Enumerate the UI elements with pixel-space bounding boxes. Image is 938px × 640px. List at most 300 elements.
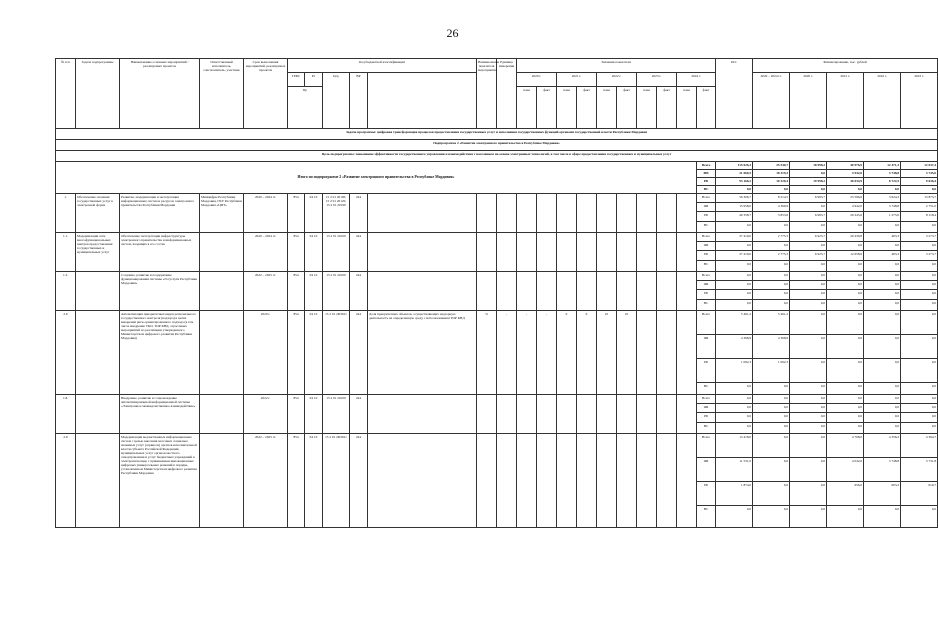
row-indicator-value [497,233,517,272]
total-source: ВС [697,186,716,194]
row-term: 2020 – 2024 гг. [244,194,288,233]
row-fin-value: 0,0 [790,222,827,233]
row-csr: 15 2 01 20100 [323,395,350,434]
row-indicator-value [577,434,597,528]
row-fin-value: 0,0 [901,261,938,272]
row-unit [477,194,497,233]
header-vr: ВР [350,73,368,129]
row-term: 2020 г. [244,311,288,395]
row-indicator-value [657,194,677,233]
row-unit [477,395,497,434]
header-plan-2020: план [517,87,537,129]
row-fin-value: 4 368,9 [716,335,753,359]
row-fin-value: 0,0 [827,222,864,233]
total-value: 4 942,0 [827,170,864,178]
row-fin-value: 0,0 [901,413,938,423]
row-fin-value: 3 624,2 [864,194,901,203]
row-fin-value: 0,0 [901,242,938,251]
row-indicator-value [537,434,557,528]
header-plan-2023: план [637,87,657,129]
total-value: 10 220,4 [753,178,790,186]
row-fin-value: 0,0 [901,423,938,434]
row-fin-value: 37 419,0 [716,251,753,261]
row-indicator-value [657,311,677,395]
row-indicator-value [517,194,537,233]
row-fin-value: 2 775,3 [753,233,790,242]
row-number: 1.1. [56,233,76,272]
row-indicator [368,395,477,434]
row-fin-value: 0,0 [864,261,901,272]
row-indicator-value: - [537,311,557,395]
row-fin-value: 0,0 [864,272,901,281]
total-value: 0,0 [790,170,827,178]
header-rz: Рз [305,73,323,87]
total-value: 115 026,3 [716,162,753,170]
row-fin-value: 0,0 [753,383,790,395]
row-grbs: 854 [288,233,305,272]
row-grbs: 854 [288,311,305,395]
row-term: 2022 – 2025 гг. [244,434,288,528]
header-task: Задача подпрограммы [76,59,120,129]
row-grbs: 854 [288,194,305,233]
row-fin-value: 0,0 [827,423,864,434]
total-value: 93 166,2 [716,178,753,186]
row-fin-value: 0,0 [790,290,827,300]
row-source: Всего [697,194,716,203]
row-indicator: Доля приоритетных объектов, осуществляющих надзорную деятельность на определенную среду с использованием ТОР КНД [368,311,477,395]
row-indicator [368,272,477,311]
row-fin-value: 0,0 [716,290,753,300]
row-indicator-value [497,194,517,233]
row-fin-value: 0,0 [864,359,901,383]
row-rzpr: 04 10 [305,272,323,311]
row-fin-value: 0,0 [753,434,790,458]
row-indicator-value [637,272,657,311]
row-fin-value: 0,0 [790,404,827,413]
row-fin-value: 3 273,7 [901,251,938,261]
page-number: 26 [446,26,459,40]
row-indicator-value [517,272,537,311]
row-fin-value: 1 092,3 [753,359,790,383]
row-fin-value: 0,0 [864,413,901,423]
row-fin-value: 0,0 [716,242,753,251]
row-responsible: Минцифры Республики Мордовия, ГКУ Республики Мордовия «ЦИТ» [200,194,244,233]
row-fin-value: 0,0 [753,482,790,506]
row-indicator-value [597,194,617,233]
row-fin-value: 0,0 [790,383,827,395]
total-value: 9 636,4 [901,178,938,186]
row-fin-value: 0,0 [753,300,790,311]
row-fin-value: 0,0 [790,458,827,482]
row-fin-value: 0,0 [716,404,753,413]
row-fin-value: 0,0 [716,261,753,272]
row-fin-value: 0,0 [716,423,753,434]
row-vr: 244 [350,272,368,311]
row-fin-value: 13 875,7 [901,194,938,203]
row-indicator-value [537,194,557,233]
row-indicator-value [517,434,537,528]
row-indicator-value [577,233,597,272]
row-fin-value: 6 925,7 [790,233,827,242]
row-fin-value: 0,0 [827,383,864,395]
row-fin-value: 0,0 [790,281,827,290]
row-grbs: 854 [288,272,305,311]
row-source: ФБ [697,335,716,359]
row-fin-value: 0,0 [716,413,753,423]
row-fin-value: 0,0 [790,335,827,359]
row-fin-value: 0,0 [864,506,901,528]
total-value: 12 037,4 [901,162,938,170]
row-fin-value: 3 731,8 [901,458,938,482]
total-source: РБ [697,178,716,186]
header-fact-2022: факт [617,87,637,129]
total-source: ФБ [697,170,716,178]
row-indicator-value [657,272,677,311]
row-source: ВС [697,383,716,395]
row-task: Модернизация сети многофункциональных центров предоставления государственных и муниципальных услуг [76,233,120,272]
row-indicator-value [677,272,697,311]
row-fin-value: 656,0 [827,482,864,506]
row-fin-value: 1 275,0 [864,212,901,222]
row-fin-value: 0,0 [827,300,864,311]
header-year-2022: 2022 г. [597,73,637,87]
row-indicator-value [537,272,557,311]
row-vr: 244 [350,194,368,233]
row-indicator-value [637,233,657,272]
row-indicator-value [617,233,637,272]
row-task [76,272,120,311]
row-task [76,311,120,395]
row-fin-value: 4 364,7 [901,434,938,458]
row-term: 2022 г. [244,395,288,434]
row-source: РБ [697,413,716,423]
row-fin-value: 5 461,2 [753,311,790,335]
header-fin-total: 2020 – 2024 гг. [753,73,790,129]
row-fin-value: 0,0 [827,290,864,300]
row-indicator-value: - [517,311,537,395]
program-row [56,272,938,281]
header-fact-2024: факт [697,87,716,129]
row-indicator-value: 0 [557,311,577,395]
total-value: 0,0 [790,186,827,194]
row-indicator-value [557,233,577,272]
row-fin-value: 0,0 [753,404,790,413]
row-fin-value: 0,0 [753,222,790,233]
row-unit [477,434,497,528]
row-indicator-value [617,395,637,434]
header-year-2020: 2020 г. [517,73,557,87]
row-fin-value: 0,0 [901,404,938,413]
header-year-2023: 2023 г. [637,73,677,87]
row-fin-value: 4 042,0 [827,458,864,482]
row-source: ФБ [697,242,716,251]
row-source: Всего [697,233,716,242]
header-term: Срок выполнения мероприятий, реализуемых проектов [244,59,288,129]
row-fin-value: 0,0 [901,272,938,281]
row-fin-value: 15 958,0 [716,203,753,212]
total-source: Всего [697,162,716,170]
row-fin-value: 0,0 [901,311,938,335]
row-fin-value: 0,0 [901,222,938,233]
row-source: РБ [697,359,716,383]
row-fin-value: 0,0 [753,290,790,300]
row-fin-value: 0,0 [790,359,827,383]
header-event: Наименование основных мероприятий / реализуемых проектов [120,59,200,129]
total-value: 8 722,5 [864,178,901,186]
row-indicator-value [677,395,697,434]
row-fin-value: 603,2 [864,482,901,506]
row-fin-value: 0,0 [827,404,864,413]
row-csr: 15 2 01 2R3021 [323,311,350,395]
subprogram-line: Подпрограмма 2 «Развитие электронного правительства в Республике Мордовия» [56,140,938,151]
row-fin-value: 0,0 [790,413,827,423]
total-value: 0,0 [901,186,938,194]
row-fin-value: 20 430,8 [827,233,864,242]
row-source: ВС [697,423,716,434]
row-fin-value: 0,0 [901,395,938,404]
row-fin-value: 0,0 [827,395,864,404]
header-grbs: ГРБС [288,73,305,87]
row-fin-value: 11 531,0 [716,458,753,482]
row-source: ВС [697,506,716,528]
row-indicator-value [577,395,597,434]
row-fin-value: 4 942,0 [827,203,864,212]
row-event: Внедрение, развитие и сопровождение автоматизированной информационной системы «Электронное межведомственное взаимодействие» [120,395,200,434]
row-fin-value: 0,0 [864,290,901,300]
row-fin-value: 0,0 [827,311,864,335]
row-vr: 244 [350,395,368,434]
row-indicator-value [637,194,657,233]
row-indicator-value [537,233,557,272]
row-term: 2020 – 2024 гг. [244,233,288,272]
row-indicator-value: 10 [597,311,617,395]
row-source: ФБ [697,281,716,290]
row-fin-value: 3 273,7 [901,233,938,242]
header-indicator: Наименование показателя мероприятия [477,59,497,129]
row-fin-value: 8 214,5 [753,194,790,203]
row-task [76,395,120,434]
header-year-2024: 2024 г. [677,73,716,87]
row-source: Всего [697,434,716,458]
total-value: 21 060,5 [716,170,753,178]
total-value: 0,0 [864,186,901,194]
row-task: Обеспечение оказания государственных услуг в электронной форме [76,194,120,233]
header-fin-2020: 2020 г. [790,73,827,129]
row-fin-value: 0,0 [716,395,753,404]
row-fin-value: 0,0 [864,395,901,404]
row-fin-value: 1 092,3 [716,359,753,383]
row-fin-value: 0,0 [901,359,938,383]
row-fin-value: 0,0 [827,242,864,251]
row-fin-value: 13 418,0 [716,434,753,458]
total-value: 40 976,9 [827,162,864,170]
program-row [56,311,938,335]
program-row [56,395,938,404]
row-fin-value: 6 995,7 [790,194,827,203]
row-source: ВС [697,300,716,311]
row-fin-value: 4 368,9 [753,335,790,359]
row-fin-value: 0,0 [753,281,790,290]
row-indicator-value [517,395,537,434]
row-fin-value: 0,0 [790,242,827,251]
row-fin-value: 23 596,6 [827,194,864,203]
row-fin-value: 5 461,2 [716,311,753,335]
row-fin-value: 0,0 [901,300,938,311]
row-source: Всего [697,395,716,404]
row-indicator-value [557,194,577,233]
total-value: 36 034,9 [827,178,864,186]
header-fact-2020: факт [537,87,557,129]
row-fin-value: 0,0 [753,413,790,423]
row-source: ФБ [697,203,716,212]
header-num: № п/п [56,59,76,129]
row-fin-value: 0,0 [864,300,901,311]
row-indicator-value: - [497,311,517,395]
row-fin-value: 0,0 [790,434,827,458]
row-indicator-value [597,272,617,311]
row-fin-value: 3 748,8 [864,203,901,212]
row-fin-value: 0,0 [753,458,790,482]
row-fin-value: 4 708,0 [827,434,864,458]
row-fin-value: 12 658,6 [827,251,864,261]
row-indicator-value [537,395,557,434]
row-fin-value: 0,0 [827,359,864,383]
total-value: 12 471,3 [864,162,901,170]
row-fin-value: 0,0 [716,300,753,311]
row-event: Обеспечение эксплуатации инфраструктуры электронного правительства и информационных систем, входящих в его состав [120,233,200,272]
row-indicator-value [557,272,577,311]
row-number: 2.9 [56,434,76,528]
row-indicator-value [497,395,517,434]
row-fin-value: 2 751,0 [901,203,938,212]
row-fin-value: 0,0 [716,272,753,281]
row-fin-value: 1 874,0 [716,482,753,506]
row-fin-value: 0,0 [901,335,938,359]
row-indicator-value: 10 [617,311,637,395]
header-unit: Единица измерения [497,59,517,129]
row-fin-value: 0,0 [753,423,790,434]
row-indicator-value [677,233,697,272]
goal-line: Задача программы: цифровая трансформация процессов предоставления государственных услуг и исполнения государственных функций органами государственной власти Республики Мордовия [56,129,938,140]
header-fact-2023: факт [657,87,677,129]
row-indicator-value [577,194,597,233]
row-responsible [200,233,244,272]
row-task [76,434,120,528]
total-value: 3 745,0 [901,170,938,178]
aim-line: Цель подпрограммы: повышение эффективности государственного управления и взаимодействия с населением на основе электронных технологий, в том числе в сфере предоставления государственных и муниципальных услуг [56,151,938,162]
row-indicator-value [637,395,657,434]
row-fin-value: 4 360,9 [753,203,790,212]
row-source: РБ [697,482,716,506]
row-source: ФБ [697,404,716,413]
row-csr: 15 2 01 2R3021 [323,434,350,528]
row-fin-value: 0,0 [864,335,901,359]
total-value: 25 540,7 [753,162,790,170]
header-fin-2022: 2022 г. [864,73,901,129]
program-table [55,58,938,528]
row-fin-value: 0,0 [901,281,938,290]
row-fin-value: 0,0 [716,506,753,528]
total-value: 18 998,2 [790,162,827,170]
row-fin-value: 0,0 [864,383,901,395]
row-source: РБ [697,290,716,300]
row-fin-value: 20 245,6 [827,212,864,222]
row-number: 1.8. [56,395,76,434]
header-financing: Финансирование, тыс. рублей [753,59,938,73]
row-fin-value: 56 306,7 [716,194,753,203]
row-indicator-value [597,233,617,272]
row-fin-value: 0,0 [790,261,827,272]
header-csr: Цср [323,73,350,129]
row-rzpr: 04 10 [305,395,323,434]
row-indicator-value [517,233,537,272]
row-unit: % [477,311,497,395]
row-source: Всего [697,311,716,335]
row-fin-value: 0,0 [827,272,864,281]
row-fin-value: 40 358,7 [716,212,753,222]
header-blank [368,73,477,129]
row-fin-value: 0,0 [753,242,790,251]
program-row [56,233,938,242]
row-fin-value: 0,0 [864,242,901,251]
row-rzpr: 04 10 [305,233,323,272]
row-indicator-value [557,395,577,434]
row-rzpr: 04 10 [305,434,323,528]
row-fin-value: 0,0 [790,482,827,506]
row-source: ВС [697,222,716,233]
row-fin-value: 0,0 [864,222,901,233]
row-event: Автоматизация приоритетных видов регионального государственного контроля (надзора) в целях внедрения риск-ориентированного подхода (в том числе внедрение ТКО, ТОР КНД, отраслевых мероприятий по реализации утвержденного Министерством цифрового развития Республики Мордовия) [120,311,200,395]
row-responsible [200,395,244,434]
row-source: Всего [697,272,716,281]
row-fin-value: 8 118,4 [901,212,938,222]
row-fin-value: 4 356,2 [864,434,901,458]
row-indicator-value [557,434,577,528]
row-indicator-value [657,233,677,272]
row-number: 2.6 [56,311,76,395]
row-unit [477,272,497,311]
row-fin-value: 0,0 [901,506,938,528]
row-fin-value: 0,0 [790,203,827,212]
row-indicator-value [637,434,657,528]
row-indicator-value [577,272,597,311]
row-source: ВС [697,261,716,272]
row-indicator-value [497,434,517,528]
program-row [56,434,938,458]
row-source: РБ [697,251,716,261]
row-fin-value: 0,0 [901,290,938,300]
row-indicator [368,194,477,233]
row-fin-value: 0,0 [864,404,901,413]
row-rzpr: 04 10 [305,194,323,233]
row-fin-value: 0,0 [827,261,864,272]
row-indicator-value [617,272,637,311]
total-value: 18 319,3 [753,170,790,178]
header-year-2021: 2021 г. [557,73,597,87]
header-plan-2024: план [677,87,697,129]
row-fin-value: 0,0 [827,281,864,290]
row-vr: 244 [350,434,368,528]
row-vr: 244 [350,233,368,272]
row-indicator [368,434,477,528]
row-fin-value: 0,0 [716,383,753,395]
total-value: 3 748,8 [864,170,901,178]
row-fin-value: 0,0 [864,311,901,335]
row-responsible [200,272,244,311]
row-event: Создание, развитие и поддержание функционирования системы «Госуслуги Республики Мордовия» [120,272,200,311]
header-fin-2023: 2023 г. [901,73,938,129]
total-value: 0,0 [753,186,790,194]
